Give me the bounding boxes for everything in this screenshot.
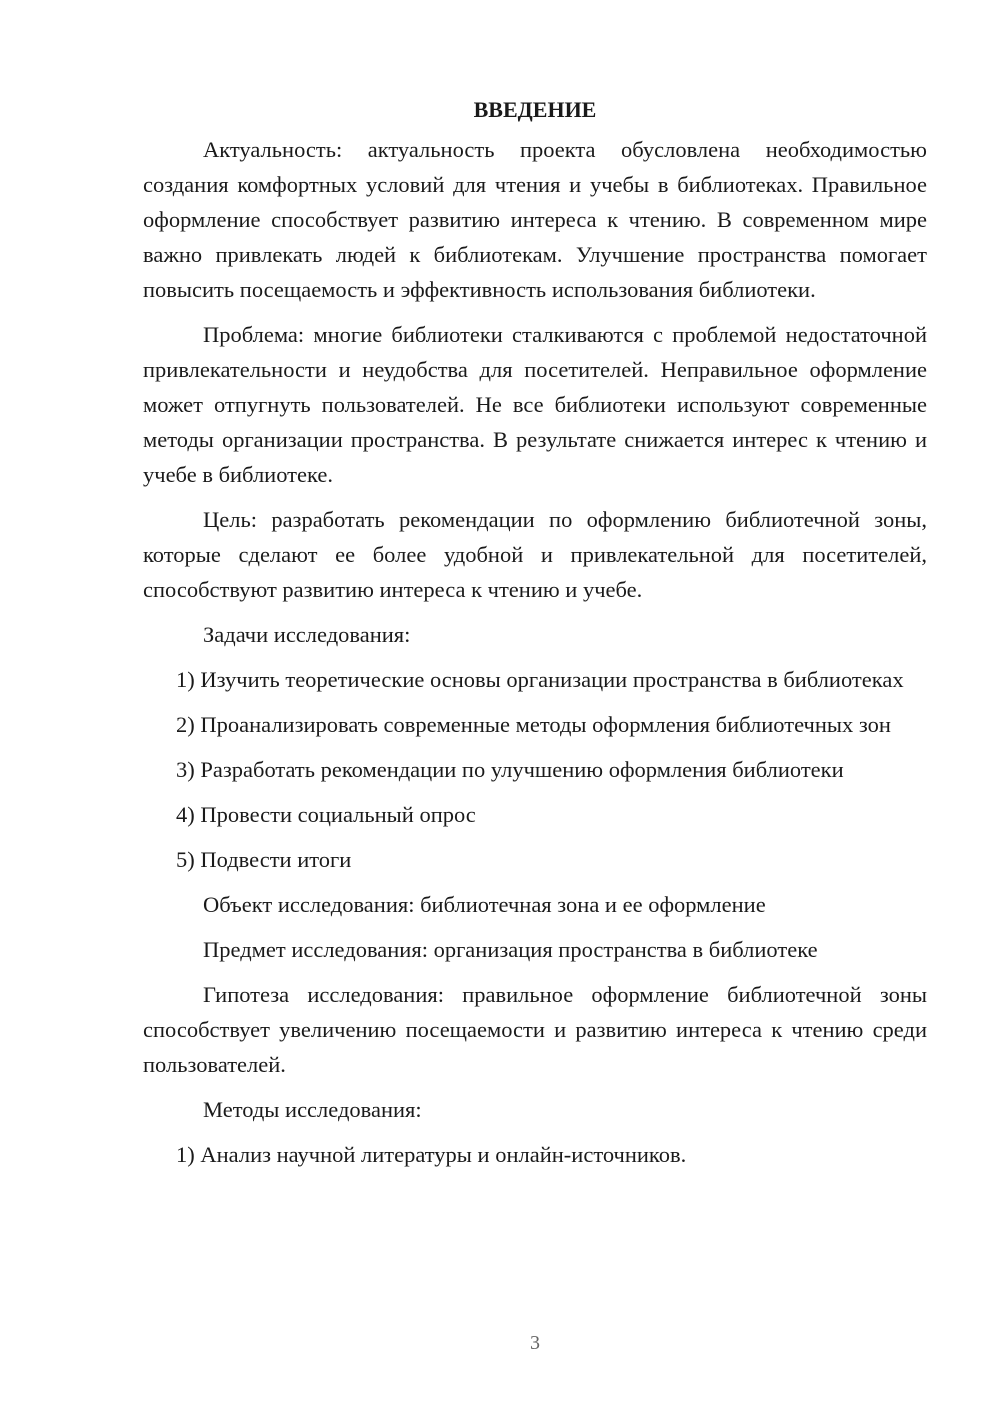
section-title: ВВЕДЕНИЕ bbox=[473, 97, 597, 122]
task-item-5: 5) Подвести итоги bbox=[176, 847, 352, 872]
page-content bbox=[143, 92, 927, 1172]
research-subject: Предмет исследования: организация пространства в библиотеке bbox=[203, 937, 818, 962]
task-item-3: 3) Разработать рекомендации по улучшению оформления библиотеки bbox=[176, 757, 844, 782]
task-item-4: 4) Провести социальный опрос bbox=[176, 802, 476, 827]
paragraph-relevance: Актуальность: актуальность проекта обусловлена необходимостью создания комфортных условий для чтения и учебы в библиотеках. Правильное оформление способствует развитию интереса к чтению. В современном мире важно привлекать людей к библиотекам. Улучшение пространства помогает повысить посещаемость и эффективность использования библиотеки. bbox=[143, 137, 927, 302]
page-number: 3 bbox=[530, 1332, 540, 1354]
method-item-1: 1) Анализ научной литературы и онлайн-источников. bbox=[176, 1142, 687, 1167]
research-object: Объект исследования: библиотечная зона и ее оформление bbox=[203, 892, 766, 917]
task-item-2: 2) Проанализировать современные методы оформления библиотечных зон bbox=[176, 712, 891, 737]
tasks-heading: Задачи исследования: bbox=[203, 622, 411, 647]
paragraph-goal: Цель: разработать рекомендации по оформлению библиотечной зоны, которые сделают ее более удобной и привлекательной для посетителей, способствуют развитию интереса к чтению и учебе. bbox=[143, 507, 927, 602]
methods-heading: Методы исследования: bbox=[203, 1097, 422, 1122]
task-item-1: 1) Изучить теоретические основы организации пространства в библиотеках bbox=[176, 667, 904, 692]
research-hypothesis: Гипотеза исследования: правильное оформление библиотечной зоны способствует увеличению посещаемости и развитию интереса к чтению среди пользователей. bbox=[143, 982, 927, 1077]
paragraph-problem: Проблема: многие библиотеки сталкиваются с проблемой недостаточной привлекательности и неудобства для посетителей. Неправильное оформление может отпугнуть пользователей. Не все библиотеки используют современные методы организации пространства. В результате снижается интерес к чтению и учебе в библиотеке. bbox=[143, 322, 927, 487]
